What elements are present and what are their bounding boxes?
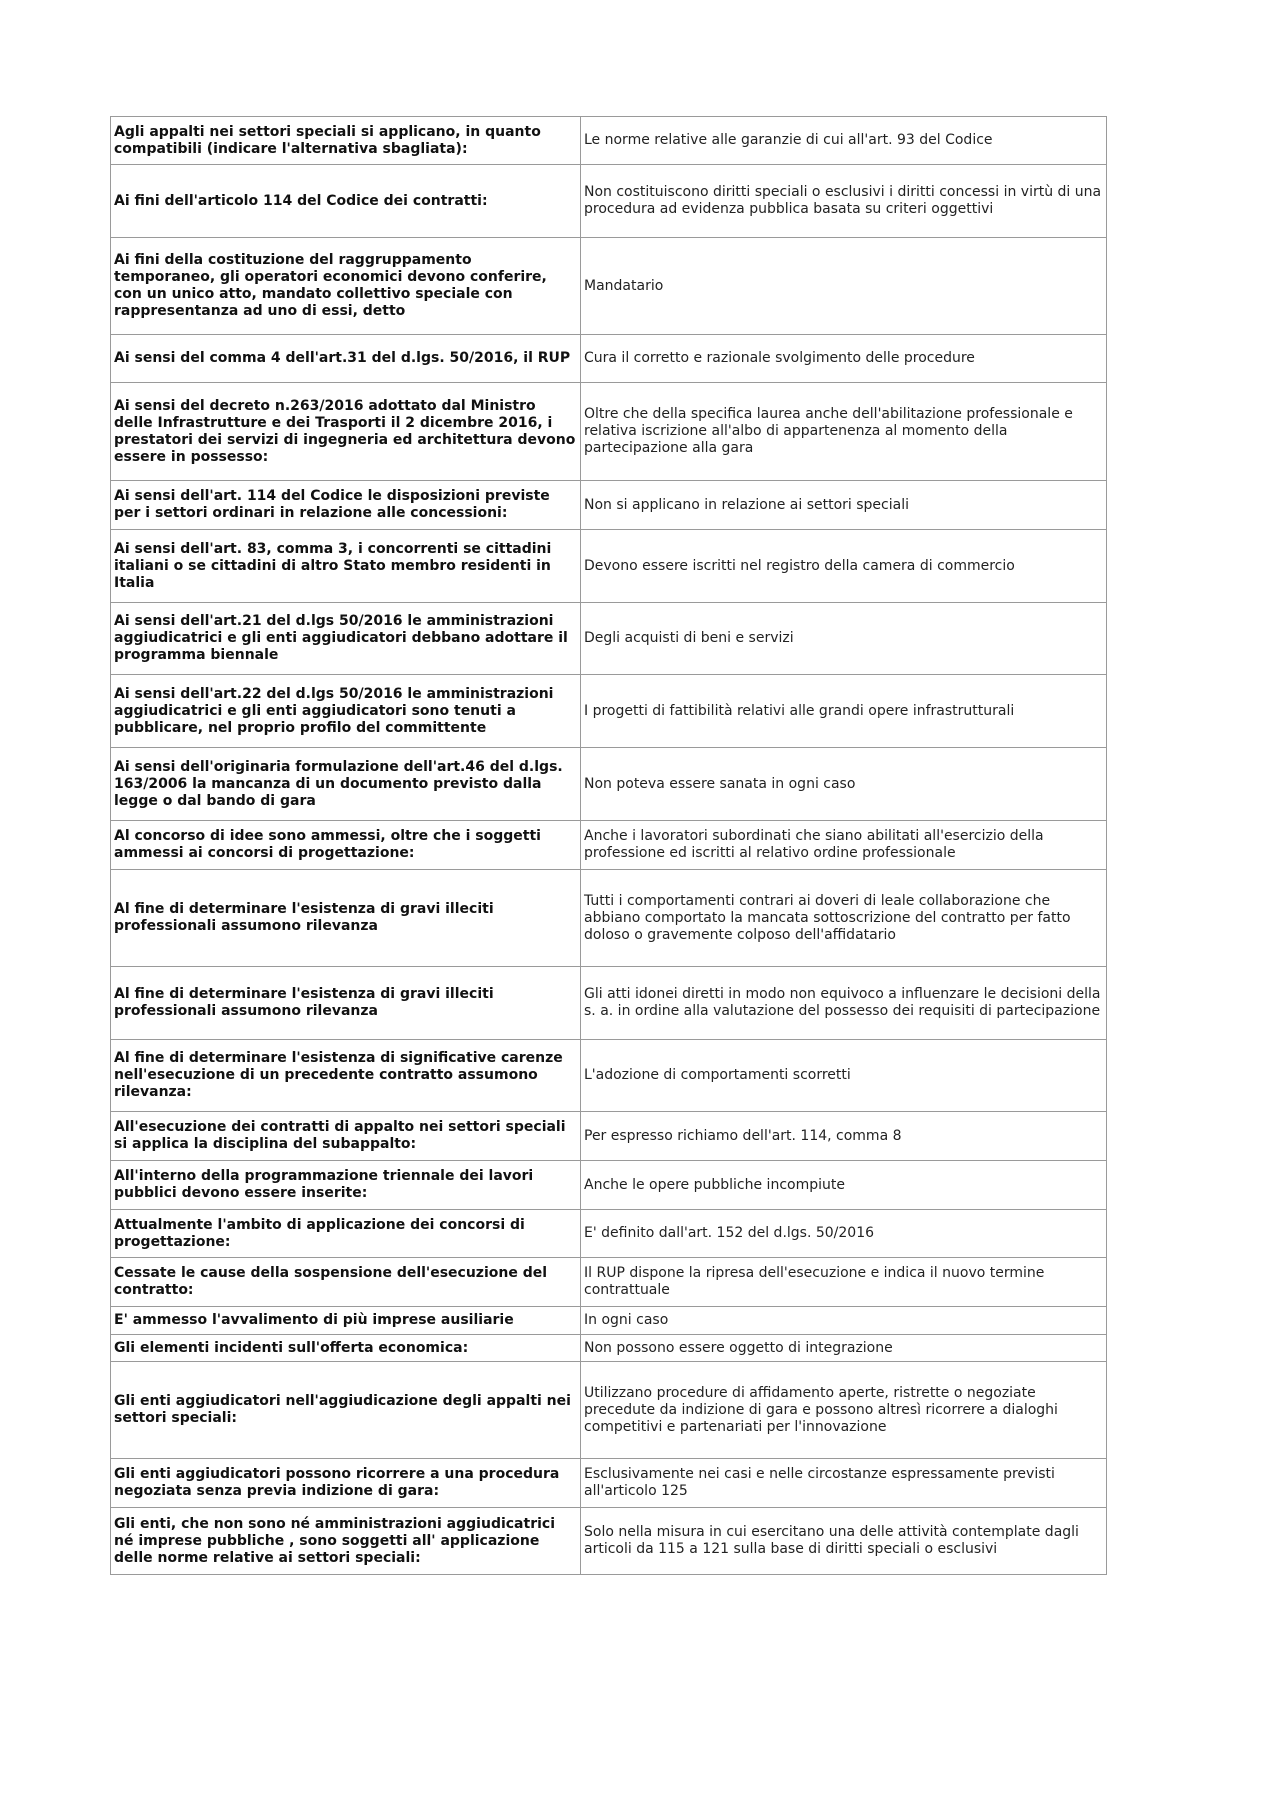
table-row xyxy=(111,1459,1107,1508)
table-row xyxy=(111,967,1107,1040)
question-cell: Ai sensi del comma 4 dell'art.31 del d.lgs. 50/2016, il RUP xyxy=(111,335,581,383)
table-row xyxy=(111,1307,1107,1335)
table-row xyxy=(111,821,1107,870)
table-row xyxy=(111,1161,1107,1210)
answer-cell: Degli acquisti di beni e servizi xyxy=(581,603,1107,675)
answer-cell: Devono essere iscritti nel registro della camera di commercio xyxy=(581,530,1107,603)
table-row xyxy=(111,1040,1107,1112)
answer-cell: Le norme relative alle garanzie di cui all'art. 93 del Codice xyxy=(581,117,1107,165)
table-row xyxy=(111,335,1107,383)
table-row xyxy=(111,1112,1107,1161)
answer-cell: E' definito dall'art. 152 del d.lgs. 50/2016 xyxy=(581,1210,1107,1258)
question-cell: Ai fini della costituzione del raggruppamento temporaneo, gli operatori economici devono conferire, con un unico atto, mandato collettivo speciale con rappresentanza ad uno di essi, detto xyxy=(111,238,581,335)
question-cell: Attualmente l'ambito di applicazione dei concorsi di progettazione: xyxy=(111,1210,581,1258)
table-row xyxy=(111,530,1107,603)
table-row xyxy=(111,870,1107,967)
table-row xyxy=(111,1508,1107,1575)
question-cell: Agli appalti nei settori speciali si applicano, in quanto compatibili (indicare l'alternativa sbagliata): xyxy=(111,117,581,165)
answer-cell: Il RUP dispone la ripresa dell'esecuzione e indica il nuovo termine contrattuale xyxy=(581,1258,1107,1307)
table-row xyxy=(111,1335,1107,1362)
question-cell: Ai sensi dell'art. 114 del Codice le disposizioni previste per i settori ordinari in relazione alle concessioni: xyxy=(111,481,581,530)
question-cell: All'esecuzione dei contratti di appalto nei settori speciali si applica la disciplina del subappalto: xyxy=(111,1112,581,1161)
question-cell: Al fine di determinare l'esistenza di gravi illeciti professionali assumono rilevanza xyxy=(111,967,581,1040)
answer-cell: Anche le opere pubbliche incompiute xyxy=(581,1161,1107,1210)
question-cell: Gli enti aggiudicatori nell'aggiudicazione degli appalti nei settori speciali: xyxy=(111,1362,581,1459)
question-cell: Cessate le cause della sospensione dell'esecuzione del contratto: xyxy=(111,1258,581,1307)
table-row xyxy=(111,117,1107,165)
answer-cell: I progetti di fattibilità relativi alle grandi opere infrastrutturali xyxy=(581,675,1107,748)
question-cell: Ai sensi dell'originaria formulazione dell'art.46 del d.lgs. 163/2006 la mancanza di un documento previsto dalla legge o dal bando di gara xyxy=(111,748,581,821)
question-cell: Ai sensi dell'art. 83, comma 3, i concorrenti se cittadini italiani o se cittadini di altro Stato membro residenti in Italia xyxy=(111,530,581,603)
question-cell: E' ammesso l'avvalimento di più imprese ausiliarie xyxy=(111,1307,581,1335)
table-row xyxy=(111,675,1107,748)
table-row xyxy=(111,1362,1107,1459)
answer-cell: Esclusivamente nei casi e nelle circostanze espressamente previsti all'articolo 125 xyxy=(581,1459,1107,1508)
answer-cell: Non costituiscono diritti speciali o esclusivi i diritti concessi in virtù di una procedura ad evidenza pubblica basata su criteri oggettivi xyxy=(581,165,1107,238)
table-row xyxy=(111,238,1107,335)
question-cell: Ai sensi dell'art.22 del d.lgs 50/2016 le amministrazioni aggiudicatrici e gli enti aggiudicatori sono tenuti a pubblicare, nel proprio profilo del committente xyxy=(111,675,581,748)
answer-cell: Tutti i comportamenti contrari ai doveri di leale collaborazione che abbiano comportato la mancata sottoscrizione del contratto per fatto doloso o gravemente colposo dell'affidatario xyxy=(581,870,1107,967)
answer-cell: Non poteva essere sanata in ogni caso xyxy=(581,748,1107,821)
answer-cell: Oltre che della specifica laurea anche dell'abilitazione professionale e relativa iscrizione all'albo di appartenenza al momento della partecipazione alla gara xyxy=(581,383,1107,481)
table-row xyxy=(111,603,1107,675)
answer-cell: Non si applicano in relazione ai settori speciali xyxy=(581,481,1107,530)
answer-cell: Mandatario xyxy=(581,238,1107,335)
question-cell: Gli enti aggiudicatori possono ricorrere a una procedura negoziata senza previa indizione di gara: xyxy=(111,1459,581,1508)
question-cell: Ai fini dell'articolo 114 del Codice dei contratti: xyxy=(111,165,581,238)
question-cell: Al concorso di idee sono ammessi, oltre che i soggetti ammessi ai concorsi di progettazione: xyxy=(111,821,581,870)
answer-cell: Cura il corretto e razionale svolgimento delle procedure xyxy=(581,335,1107,383)
answer-cell: Per espresso richiamo dell'art. 114, comma 8 xyxy=(581,1112,1107,1161)
table-row xyxy=(111,383,1107,481)
question-cell: Ai sensi dell'art.21 del d.lgs 50/2016 le amministrazioni aggiudicatrici e gli enti aggiudicatori debbano adottare il programma biennale xyxy=(111,603,581,675)
table-row xyxy=(111,1210,1107,1258)
table-row xyxy=(111,165,1107,238)
answer-cell: Non possono essere oggetto di integrazione xyxy=(581,1335,1107,1362)
question-cell: Al fine di determinare l'esistenza di gravi illeciti professionali assumono rilevanza xyxy=(111,870,581,967)
table-row xyxy=(111,1258,1107,1307)
question-cell: Gli enti, che non sono né amministrazioni aggiudicatrici né imprese pubbliche , sono soggetti all' applicazione delle norme relative ai settori speciali: xyxy=(111,1508,581,1575)
table-row xyxy=(111,481,1107,530)
table-row xyxy=(111,748,1107,821)
question-cell: Al fine di determinare l'esistenza di significative carenze nell'esecuzione di un precedente contratto assumono rilevanza: xyxy=(111,1040,581,1112)
question-answer-table xyxy=(110,116,1107,1575)
question-cell: Gli elementi incidenti sull'offerta economica: xyxy=(111,1335,581,1362)
answer-cell: Anche i lavoratori subordinati che siano abilitati all'esercizio della professione ed iscritti al relativo ordine professionale xyxy=(581,821,1107,870)
answer-cell: L'adozione di comportamenti scorretti xyxy=(581,1040,1107,1112)
answer-cell: Utilizzano procedure di affidamento aperte, ristrette o negoziate precedute da indizione di gara e possono altresì ricorrere a dialoghi competitivi e partenariati per l'innovazione xyxy=(581,1362,1107,1459)
answer-cell: Gli atti idonei diretti in modo non equivoco a influenzare le decisioni della s. a. in ordine alla valutazione del possesso dei requisiti di partecipazione xyxy=(581,967,1107,1040)
question-cell: Ai sensi del decreto n.263/2016 adottato dal Ministro delle Infrastrutture e dei Trasporti il 2 dicembre 2016, i prestatori dei servizi di ingegneria ed architettura devono essere in possesso: xyxy=(111,383,581,481)
answer-cell: Solo nella misura in cui esercitano una delle attività contemplate dagli articoli da 115 a 121 sulla base di diritti speciali o esclusivi xyxy=(581,1508,1107,1575)
question-cell: All'interno della programmazione triennale dei lavori pubblici devono essere inserite: xyxy=(111,1161,581,1210)
answer-cell: In ogni caso xyxy=(581,1307,1107,1335)
